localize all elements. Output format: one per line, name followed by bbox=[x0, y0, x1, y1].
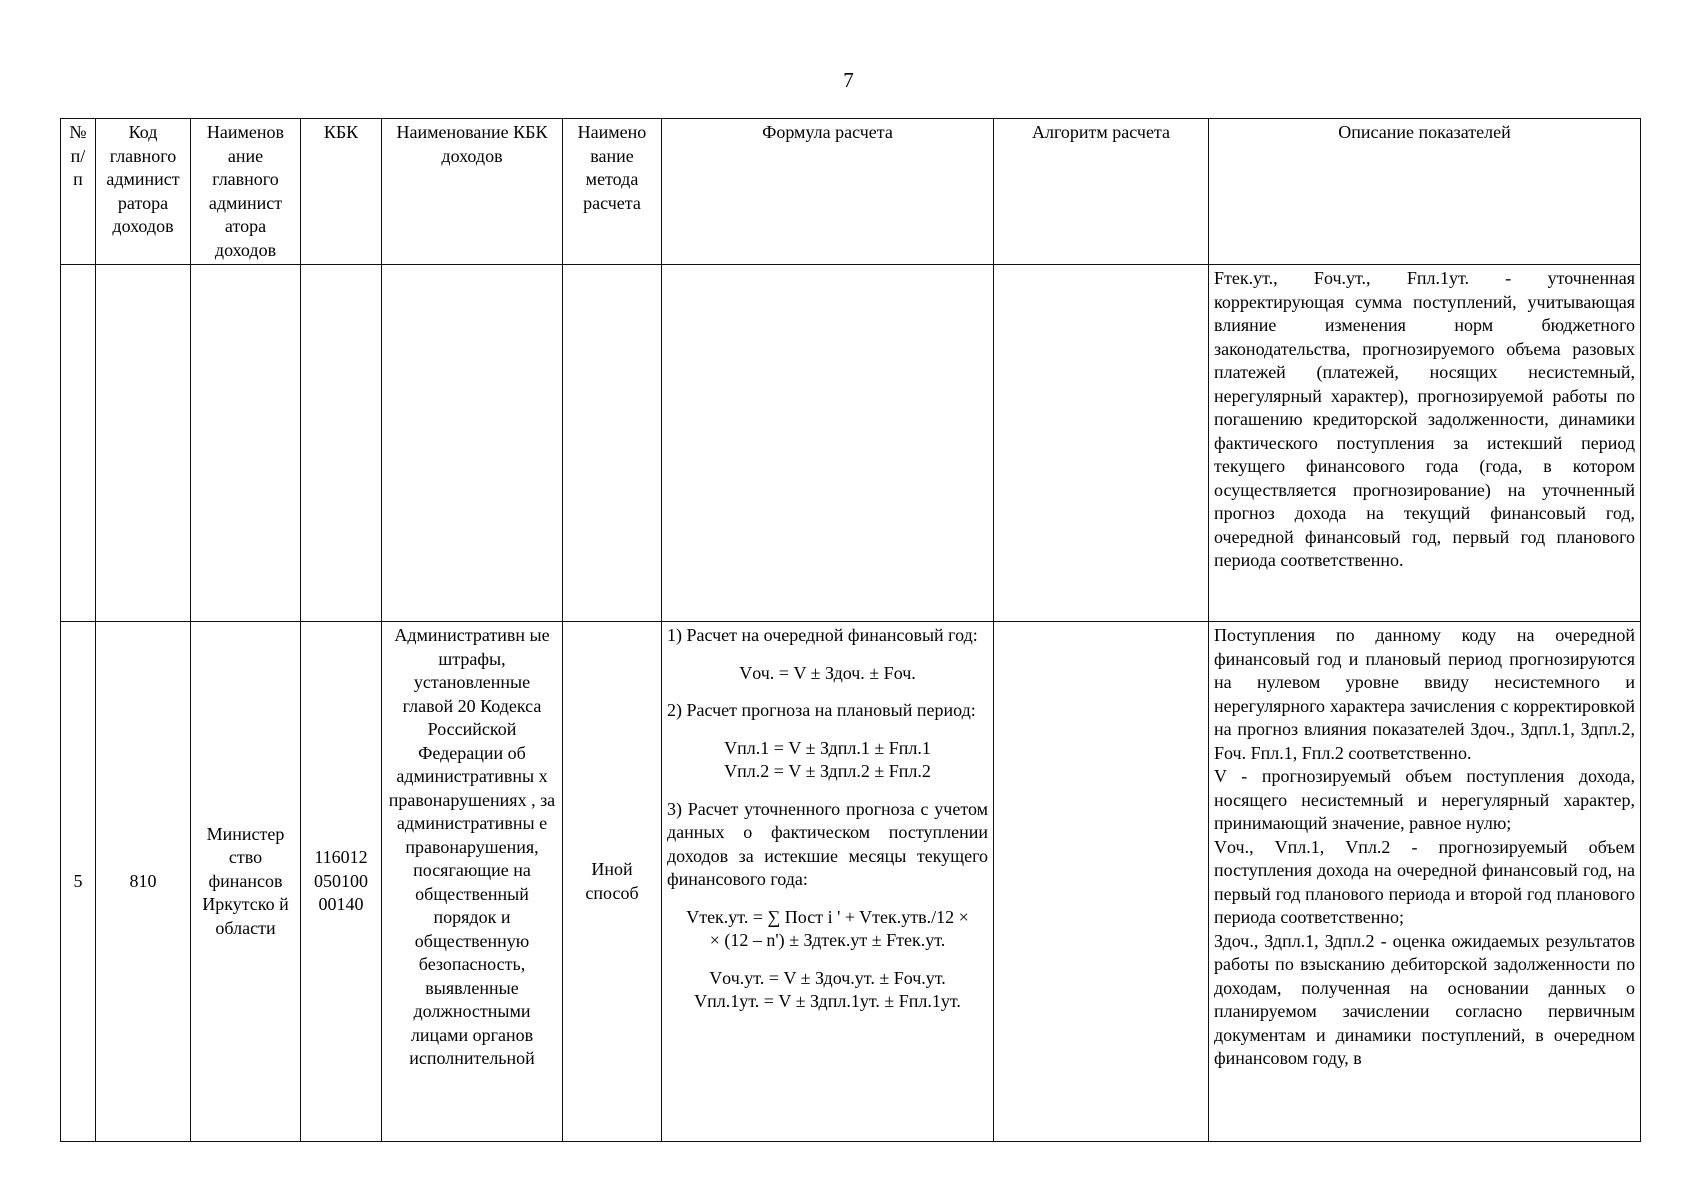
cell-formula bbox=[662, 622, 994, 1142]
cell-empty bbox=[301, 265, 382, 622]
formula-eq-3a: Vтек.ут. = ∑ Пост i ' + Vтек.утв./12 × bbox=[686, 906, 969, 927]
cell-description-continued bbox=[1209, 265, 1641, 622]
header-formula: Формула расчета bbox=[662, 119, 994, 265]
cell-admin-name: Министер ство финансов Иркутско й области bbox=[191, 622, 301, 1142]
header-number: № п/п bbox=[61, 119, 96, 265]
formula-step-2: 2) Расчет прогноза на плановый период: bbox=[667, 700, 976, 720]
description-p1: Поступления по данному коду на очередной финансовый год и плановый период прогнозируются на нулевом уровне ввиду несистемного и нерегулярного характера зачисления с корректировкой на прогноз влияния показателей Здоч., Здпл.1, Здпл.2, Fоч. Fпл.1, Fпл.2 соответственно. bbox=[1214, 625, 1635, 763]
header-admin-name: Наименов ание главного админист атора доходов bbox=[191, 119, 301, 265]
header-method: Наимено вание метода расчета bbox=[563, 119, 662, 265]
formula-eq-3b: × (12 – n') ± Здтек.ут ± Fтек.ут. bbox=[709, 930, 946, 950]
cell-admin-code: 810 bbox=[96, 622, 191, 1142]
page-number: 7 bbox=[843, 68, 854, 92]
formula-eq-3c: Vоч.ут. = V ± Здоч.ут. ± Fоч.ут. bbox=[709, 967, 946, 988]
table-row-5 bbox=[61, 622, 1641, 1142]
formula-eq-1: Vоч. = V ± Здоч. ± Fоч. bbox=[739, 662, 916, 683]
cell-description bbox=[1209, 622, 1641, 1142]
cell-kbk: 116012 050100 00140 bbox=[301, 622, 382, 1142]
cell-empty bbox=[191, 265, 301, 622]
description-p4: Здоч., Здпл.1, Здпл.2 - оценка ожидаемых результатов работы по взысканию дебиторской задолженности по доходам, полученная на основании данных о планируемом зачислении согласно первичным документам и динамики поступлений, в очередном финансовом году, в bbox=[1214, 930, 1635, 1068]
cell-empty bbox=[61, 265, 96, 622]
header-admin-code: Код главного админист ратора доходов bbox=[96, 119, 191, 265]
formula-eq-2b: Vпл.2 = V ± Здпл.2 ± Fпл.2 bbox=[724, 761, 931, 781]
cell-empty bbox=[96, 265, 191, 622]
cell-empty bbox=[662, 265, 994, 622]
cell-row-number: 5 bbox=[61, 622, 96, 1142]
description-p3: Vоч., Vпл.1, Vпл.2 - прогнозируемый объем поступления дохода на очередной финансовый год, на первый год планового периода и второй год планового периода соответственно; bbox=[1214, 836, 1635, 927]
header-kbk: КБК bbox=[301, 119, 382, 265]
cell-method: Иной способ bbox=[563, 622, 662, 1142]
formula-eq-2a: Vпл.1 = V ± Здпл.1 ± Fпл.1 bbox=[724, 737, 931, 758]
description-text: Fтек.ут., Fоч.ут., Fпл.1ут. - уточненная корректирующая сумма поступлений, учитывающая влияние изменения норм бюджетного законодательства, прогнозируемого объема разовых платежей (платежей, носящих несистемный, нерегулярный характер), прогнозируемой работы по погашению кредиторской задолженности, динамики фактического поступления за истекший период текущего финансового года (года, в котором осуществляется прогнозирование) на уточненный прогноз дохода на текущий финансовый год, очередной финансовый год, первый год планового периода соответственно. bbox=[1214, 268, 1635, 570]
cell-empty bbox=[382, 265, 563, 622]
cell-algorithm bbox=[994, 622, 1209, 1142]
description-p2: V - прогнозируемый объем поступления дохода, носящего несистемный и нерегулярный характер, принимающий значение, равное нулю; bbox=[1214, 766, 1635, 833]
header-kbk-name: Наименование КБК доходов bbox=[382, 119, 563, 265]
formula-step-3: 3) Расчет уточненного прогноза с учетом данных о фактическом поступлении доходов за истекшие месяцы текущего финансового года: bbox=[667, 798, 988, 889]
cell-empty bbox=[563, 265, 662, 622]
cell-empty bbox=[994, 265, 1209, 622]
header-description: Описание показателей bbox=[1209, 119, 1641, 265]
formula-step-1: 1) Расчет на очередной финансовый год: bbox=[667, 625, 978, 645]
header-algorithm: Алгоритм расчета bbox=[994, 119, 1209, 265]
formula-eq-3d: Vпл.1ут. = V ± Здпл.1ут. ± Fпл.1ут. bbox=[694, 991, 961, 1011]
revenue-forecast-table bbox=[60, 118, 1641, 1142]
table-row-continued bbox=[61, 265, 1641, 622]
table-header-row bbox=[61, 119, 1641, 265]
cell-kbk-name: Административн ые штрафы, установленные главой 20 Кодекса Российской Федерации об административны х правонарушениях , за административны е правонарушения, посягающие на общественный порядок и общественную безопасность, выявленные должностными лицами органов исполнительной bbox=[382, 622, 563, 1142]
